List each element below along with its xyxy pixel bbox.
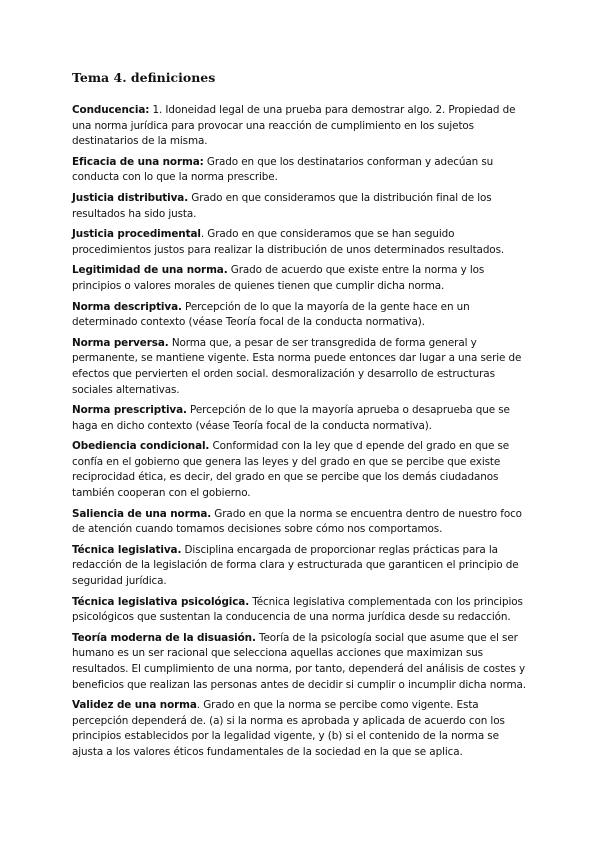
definition-text: . Grado en que consideramos que se han seguido procedimientos justos para realizar la distribución de unos determinados resultados.: [72, 228, 505, 256]
definition-text: Conformidad con la ley que d epende del grado en que se confía en el gobierno que genera las leyes y del grado en que se percibe que existe reciprocidad ética, es decir, del grado en que se percibe que los demás ciudadanos también cooperan con el gobierno.: [72, 440, 510, 500]
definition-term: Justicia distributiva.: [72, 191, 189, 204]
definition-term: Saliencia de una norma.: [72, 507, 212, 520]
definition-term: Norma descriptiva.: [72, 300, 182, 313]
document-page: [72, 70, 528, 766]
definition-text: Grado en que la norma se encuentra dentro de nuestro foco de atención cuando tomamos decisiones sobre cómo nos comportamos.: [72, 507, 522, 536]
definition-text: . Grado en que la norma se percibe como vigente. Esta percepción dependerá de. (a) si la norma es aprobada y aplicada de acuerdo con los principios establecidos por la legalidad vigente, y (b) si el contenido de la norma se ajusta a los valores éticos fundamentales de la sociedad en la que se aplica.: [72, 699, 505, 758]
definition-term: Norma prescriptiva.: [72, 404, 187, 417]
definition-text: Percepción de lo que la mayoría aprueba o desaprueba que se haga en dicho contexto (véase Teoría focal de la conducta normativa).: [72, 404, 510, 432]
definition-term: Validez de una norma: [72, 699, 197, 712]
definition-text: Disciplina encargada de proporcionar reglas prácticas para la redacción de la legislación de forma clara y estructurada que garanticen el principio de seguridad jurídica.: [72, 543, 519, 588]
definition-text: Norma que, a pesar de ser transgredida de forma general y permanente, se mantiene vigente. Esta norma puede entonces dar lugar a una serie de efectos que pervierten el orden social. desmoralización y desarrollo de estructuras sociales alternativas.: [72, 336, 522, 396]
definition-term: Justicia procedimental: [72, 228, 201, 241]
definition-term: Técnica legislativa.: [72, 543, 182, 556]
definition-entry: [72, 103, 528, 150]
definition-term: Técnica legislativa psicológica.: [72, 595, 250, 608]
definition-entry: [72, 336, 528, 398]
definition-term: Teoría moderna de la disuasión.: [72, 631, 256, 644]
definition-text: Grado en que consideramos que la distribución final de los resultados ha sido justa.: [72, 191, 492, 220]
definition-text: Grado en que los destinatarios conforman y adecúan su conducta con lo que la norma prescribe.: [72, 155, 494, 184]
definition-term: Norma perversa.: [72, 336, 169, 349]
definition-entry: [72, 191, 528, 222]
definition-entry: [72, 631, 528, 693]
definition-term: Eficacia de una norma:: [72, 155, 204, 168]
definition-text: Percepción de lo que la mayoría de la gente hace en un determinado contexto (véase Teoría focal de la conducta normativa).: [72, 300, 470, 329]
definition-term: Conducencia:: [72, 104, 150, 116]
definition-text: Grado de acuerdo que existe entre la norma y los principios o valores morales de quienes tienen que cumplir dicha norma.: [72, 264, 485, 292]
definition-entry: [72, 155, 528, 186]
definition-entry: [72, 543, 528, 590]
definition-entry: [72, 507, 528, 538]
definition-entry: [72, 403, 528, 434]
definition-entry: [72, 300, 528, 331]
definition-entry: [72, 263, 528, 294]
definition-text: 1. Idoneidad legal de una prueba para demostrar algo. 2. Propiedad de una norma jurídica para provocar una reacción de cumplimiento en los sujetos destinatarios de la misma.: [72, 104, 516, 148]
definition-term: Legitimidad de una norma.: [72, 264, 228, 277]
definition-text: Técnica legislativa complementada con los principios psicológicos que sustentan la conducencia de una norma jurídica desde su redacción.: [72, 595, 523, 624]
definition-text: Teoría de la psicología social que asume que el ser humano es un ser racional que selecciona aquellas acciones que maximizan sus resultados. El cumplimiento de una norma, por tanto, dependerá del análisis de costes y beneficios que realizan las personas antes de decidir si cumplir o incumplir dicha norma.: [72, 631, 526, 691]
definition-entry: [72, 227, 528, 258]
definition-entry: [72, 595, 528, 626]
definition-term: Obediencia condicional.: [72, 440, 210, 453]
definition-entry: [72, 439, 528, 501]
definition-entry: [72, 698, 528, 760]
document-title: Tema 4. definiciones: [72, 70, 216, 85]
